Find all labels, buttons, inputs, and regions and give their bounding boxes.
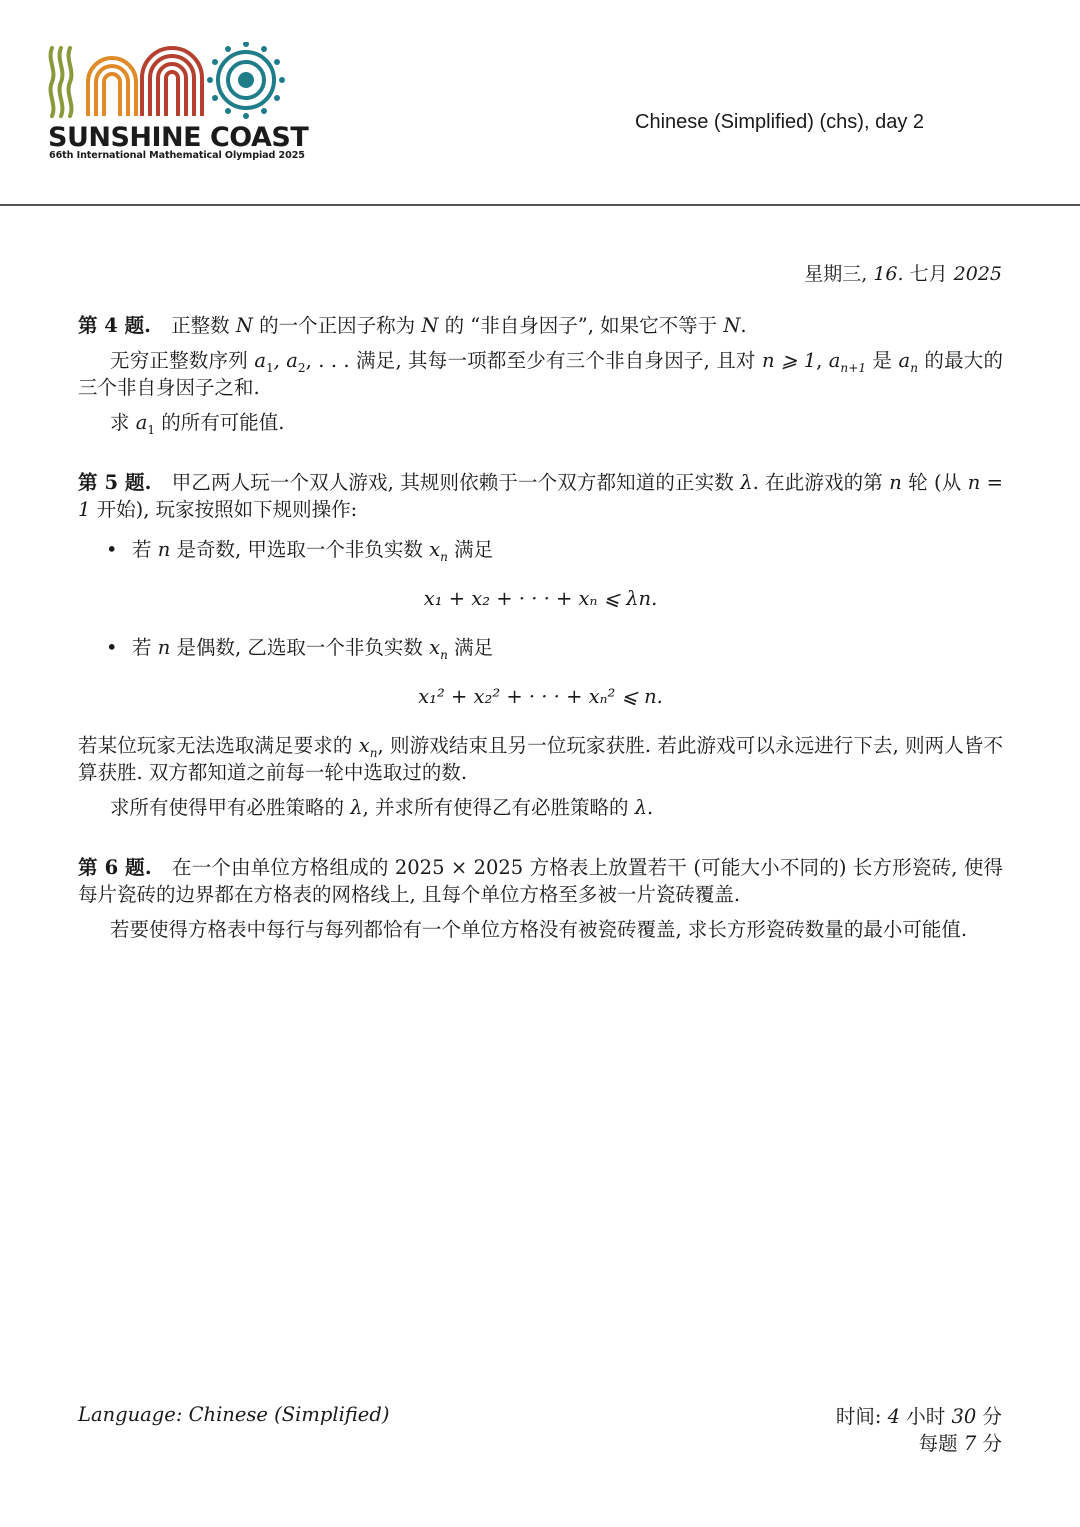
math-lambda: λ xyxy=(740,471,753,494)
text: 求 xyxy=(110,411,130,434)
text: 正整数 xyxy=(171,314,230,337)
problem-4-condition: 无穷正整数序列 $a_1$, $a_2$, . . . 满足, 其每一项都至少有三个非自身因子, 且对 n ⩾ 1, $a_{n+1}$ 是 $a_n$ 的最大的三个非自身因子之和. xyxy=(78,349,1003,399)
math-lambda: λ xyxy=(634,796,648,819)
problem-5-label: 第 5 题. xyxy=(78,471,152,494)
date-year: 2025 xyxy=(953,263,1002,285)
text: . 在此游戏的第 xyxy=(752,471,883,494)
problem-5-question xyxy=(78,794,1003,821)
problem-4-question xyxy=(78,409,1003,436)
sunshine-coast-logo-art xyxy=(46,42,291,124)
problem-5-bullet-odd xyxy=(78,536,1003,563)
text: 的一个正因子称为 xyxy=(259,314,416,337)
problem-6-intro xyxy=(78,854,1003,908)
text: 求所有使得甲有必胜策略的 xyxy=(110,796,345,819)
logo-subtitle: 66th International Mathematical Olympiad 2025 xyxy=(49,150,305,161)
math-lambda: λ xyxy=(350,796,363,819)
math-N: N xyxy=(723,314,741,337)
math-n-eq: n = 1 xyxy=(78,471,1003,521)
text: , 则游戏结束且另一位玩家获胜. 若此游戏可以永远进行下去, 则两人皆不算获胜. 双方都知道之前每一轮中选取过的数. xyxy=(78,734,1003,784)
math-n: n xyxy=(157,636,171,659)
problem-5-bullet-even xyxy=(78,634,1003,661)
text: 满足 xyxy=(454,636,494,659)
text: 满足 xyxy=(454,538,494,561)
text: 轮 (从 xyxy=(908,471,962,494)
text: 在一个由单位方格组成的 2025 × 2025 方格表上放置若干 (可能大小不同的) 长方形瓷砖, 使得每片瓷砖的边界都在方格表的网格线上, 且每个单位方格至多被一片瓷砖覆盖. xyxy=(78,856,1004,906)
text: . xyxy=(740,314,747,337)
date-month: 七月 xyxy=(909,263,948,285)
text: 是奇数, 甲选取一个非负实数 xyxy=(176,538,423,561)
points-per-problem: 每题 7 分 xyxy=(918,1432,1002,1455)
text: 的 “非自身因子”, 如果它不等于 xyxy=(444,314,718,337)
footer-time-info xyxy=(836,1403,1002,1457)
date-day: 16. xyxy=(873,263,904,285)
text: 若 xyxy=(132,538,152,561)
math-sequence: $a_1$, $a_2$, . . . xyxy=(254,349,350,375)
math-n-cond: n ⩾ 1 xyxy=(762,349,817,372)
imo-logo xyxy=(46,42,309,162)
problems-content xyxy=(78,312,1003,943)
problem-6-label: 第 6 题. xyxy=(78,856,152,879)
header-divider xyxy=(0,204,1080,206)
language-day-label: Chinese (Simplified) (chs), day 2 xyxy=(635,111,924,133)
math-a1: $a_1$ xyxy=(135,411,156,437)
text: 甲乙两人玩一个双人游戏, 其规则依赖于一个双方都知道的正实数 xyxy=(171,471,734,494)
math-xn: $x_n$ xyxy=(429,538,448,564)
text: 是 xyxy=(872,349,893,372)
math-xn: $x_n$ xyxy=(429,636,448,662)
formula-sum-squares: x₁² + x₂² + · · · + xₙ² ⩽ n. xyxy=(418,685,663,708)
problem-4-intro xyxy=(78,312,1003,339)
text: 的所有可能值. xyxy=(161,411,285,434)
math-N: N xyxy=(421,314,439,337)
text: 若要使得方格表中每行与每列都恰有一个单位方格没有被瓷砖覆盖, 求长方形瓷砖数量的最小可能值. xyxy=(110,918,968,941)
problem-6-question xyxy=(78,916,1003,943)
math-n: n xyxy=(889,471,902,494)
logo-title: SUNSHINE COAST xyxy=(48,122,309,153)
problem-5-end-rule xyxy=(78,732,1003,786)
text: 的最大的三个非自身因子之和. xyxy=(78,349,1003,399)
text: 满足, 其每一项都至少有三个非自身因子, 且对 xyxy=(356,349,756,372)
text: 若 xyxy=(132,636,152,659)
text: . xyxy=(647,796,654,819)
math-a-n: $a_n$ xyxy=(898,349,918,375)
text: 若某位玩家无法选取满足要求的 xyxy=(78,734,353,757)
math-n: n xyxy=(157,538,171,561)
exam-duration: 时间: 4 小时 30 分 xyxy=(835,1405,1002,1428)
text: 是偶数, 乙选取一个非负实数 xyxy=(176,636,423,659)
text: , 并求所有使得乙有必胜策略的 xyxy=(362,796,629,819)
math-xn: $x_n$ xyxy=(358,734,378,760)
problem-4-label: 第 4 题. xyxy=(78,314,151,337)
exam-date xyxy=(804,259,1002,286)
date-weekday: 星期三, xyxy=(804,263,868,285)
formula-sum: x₁ + x₂ + · · · + xₙ ⩽ λn. xyxy=(423,587,658,610)
problem-5-intro xyxy=(78,469,1003,523)
footer-language: Language: Chinese (Simplified) xyxy=(78,1403,390,1426)
page-header xyxy=(0,0,1080,206)
math-a-next: $a_{n+1}$ xyxy=(828,349,867,375)
text: 无穷正整数序列 xyxy=(110,349,248,372)
text: 开始), 玩家按照如下规则操作: xyxy=(96,498,358,521)
math-N: N xyxy=(235,314,253,337)
